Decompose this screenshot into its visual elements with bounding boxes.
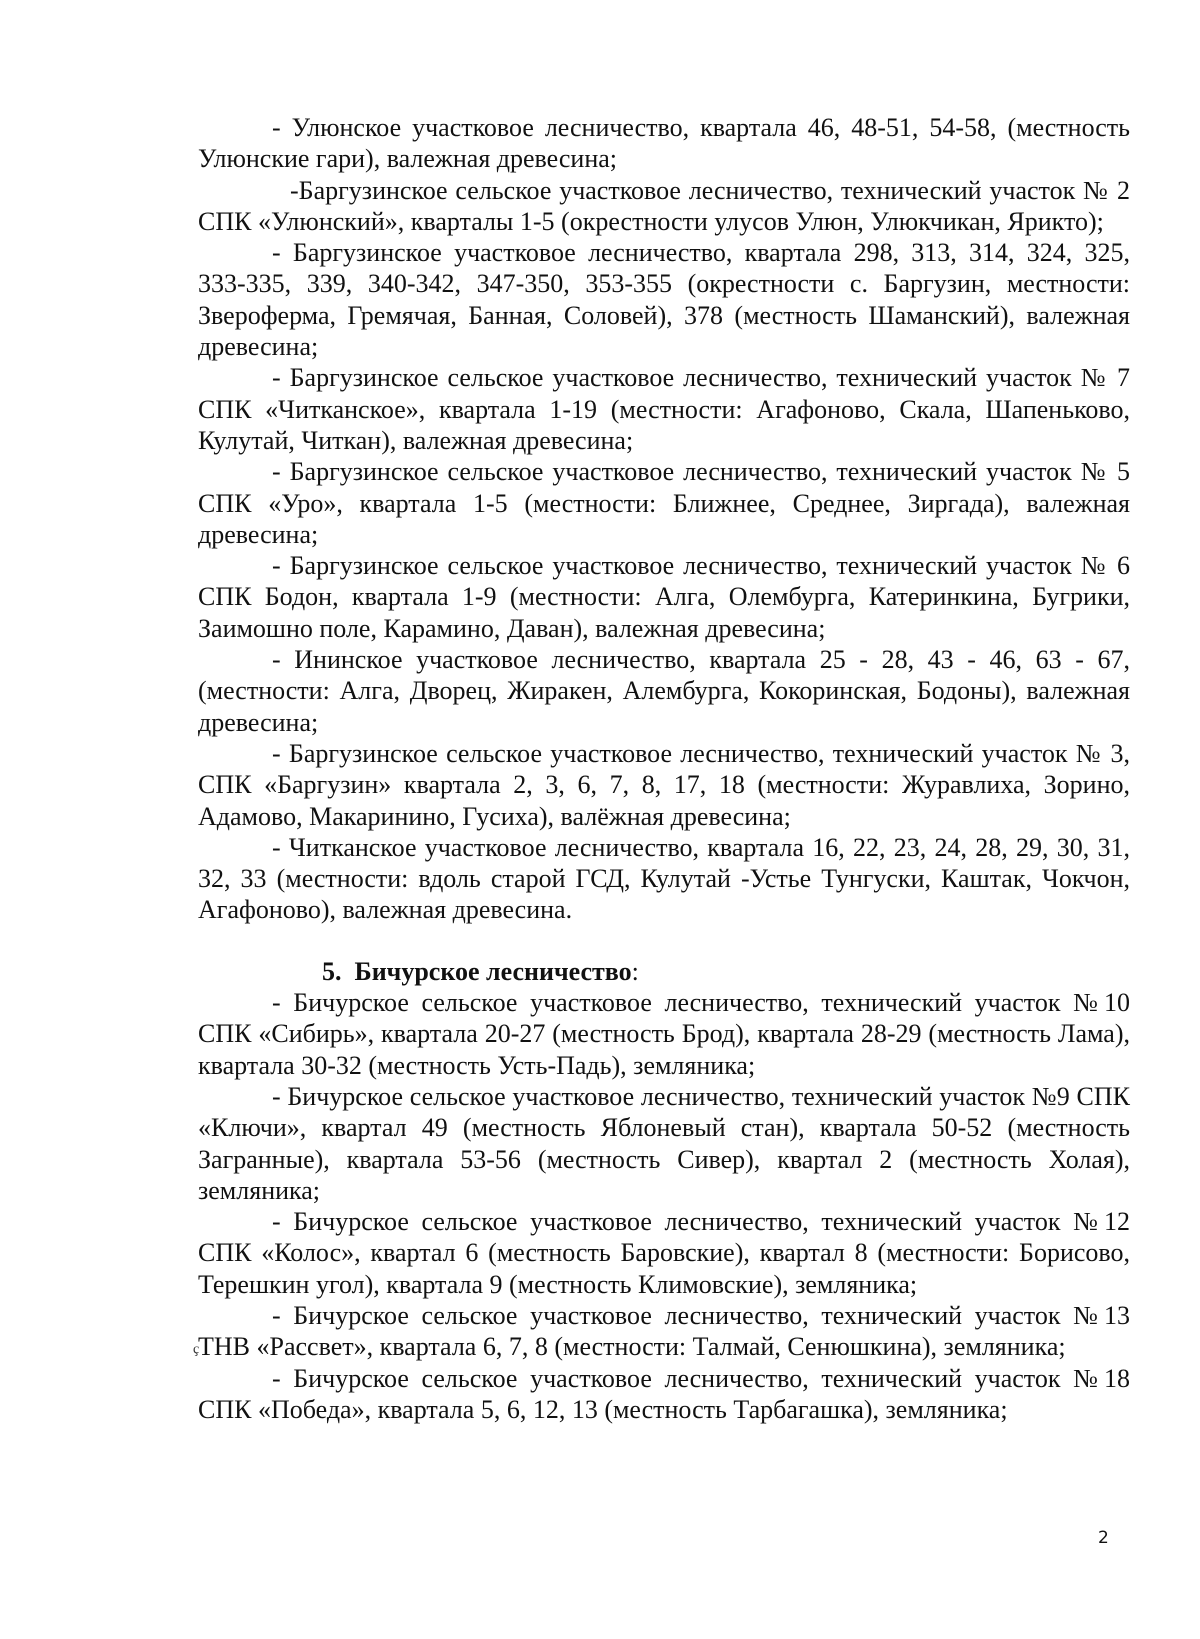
stray-mark: ҫ — [193, 1342, 200, 1357]
paragraph-bichura-18: - Бичурское сельское участковое лесничество, технический участок №18 СПК «Победа», квартала 5, 6, 12, 13 (местность Тарбагашка), земляника; — [198, 1363, 1130, 1424]
paragraph-chitkanskoe: - Читканское участковое лесничество, квартала 16, 22, 23, 24, 28, 29, 30, 31, 32, 33 (местности: вдоль старой ГСД, Кулутай -Устье Тунгуски, Каштак, Чокчон, Агафоново), валежная древесина. — [198, 832, 1130, 925]
document-body — [198, 112, 1130, 1425]
section-number: 5. — [322, 956, 342, 986]
paragraph-barguzin-rural-2: -Баргузинское сельское участковое лесничество, технический участок № 2 СПК «Улюнский», кварталы 1-5 (окрестности улусов Улюн, Улюкчикан, Ярикто); — [198, 175, 1130, 236]
paragraph-bichura-13: - Бичурское сельское участковое лесничество, технический участок №13 ТНВ «Рассвет», квартала 6, 7, 8 (местности: Талмай, Сенюшкина), земляника; — [198, 1300, 1130, 1362]
section-heading — [198, 956, 1130, 987]
section-colon: : — [631, 956, 639, 986]
paragraph-bichura-10: - Бичурское сельское участковое лесничество, технический участок №10 СПК «Сибирь», квартала 20-27 (местность Брод), квартала 28-29 (местность Лама), квартала 30-32 (местность Усть-Падь), земляника; — [198, 988, 1130, 1080]
paragraph-bichura-12: - Бичурское сельское участковое лесничество, технический участок №12 СПК «Колос», квартал 6 (местность Баровские), квартал 8 (местности: Борисово, Терешкин угол), квартала 9 (местность Климовские), земляника; — [198, 1207, 1130, 1299]
paragraph-barguzin-rural-3: - Баргузинское сельское участковое лесничество, технический участок № 3, СПК «Баргузин» квартала 2, 3, 6, 7, 8, 17, 18 (местности: Журавлиха, Зорино, Адамово, Макаринино, Гусиха), валёжная древесина; — [198, 738, 1130, 831]
paragraph-ulyun: - Улюнское участковое лесничество, квартала 46, 48-51, 54-58, (местность Улюнские гари), валежная древесина; — [198, 113, 1130, 174]
paragraph-barguzin-rural-5: - Баргузинское сельское участковое лесничество, технический участок № 5 СПК «Уро», квартала 1-5 (местности: Ближнее, Среднее, Зиргада), валежная древесина; — [198, 457, 1130, 549]
paragraph-ininskoe: - Ининское участковое лесничество, квартала 25 - 28, 43 - 46, 63 - 67, (местности: Алга, Дворец, Жиракен, Алембурга, Кокоринская, Бодоны), валежная древесина; — [198, 645, 1130, 737]
paragraph-barguzin-rural-7: - Баргузинское сельское участковое лесничество, технический участок № 7 СПК «Читканское», квартала 1-19 (местности: Агафоново, Скала, Шапеньково, Кулутай, Читкан), валежная древесина; — [198, 363, 1130, 455]
page-number: 2 — [1098, 1528, 1109, 1548]
paragraph-bichura-9: - Бичурское сельское участковое лесничество, технический участок №9 СПК «Ключи», квартал 49 (местность Яблоневый стан), квартала 50-52 (местность Загранные), квартала 53-56 (местность Сивер), квартал 2 (местность Холая), земляника; — [198, 1081, 1130, 1205]
paragraph-barguzin-rural-6: - Баргузинское сельское участковое лесничество, технический участок № 6 СПК Бодон, квартала 1-9 (местности: Алга, Олембурга, Катеринкина, Бугрики, Заимошно поле, Карамино, Даван), валежная древесина; — [198, 551, 1130, 643]
paragraph-barguzin-district: - Баргузинское участковое лесничество, квартала 298, 313, 314, 324, 325, 333-335, 339, 340-342, 347-350, 353-355 (окрестности с. Баргузин, местности: Звероферма, Гремячая, Банная, Соловей), 378 (местность Шаманский), валежная древесина; — [198, 238, 1130, 362]
section-title: Бичурское лесничество — [354, 956, 632, 986]
